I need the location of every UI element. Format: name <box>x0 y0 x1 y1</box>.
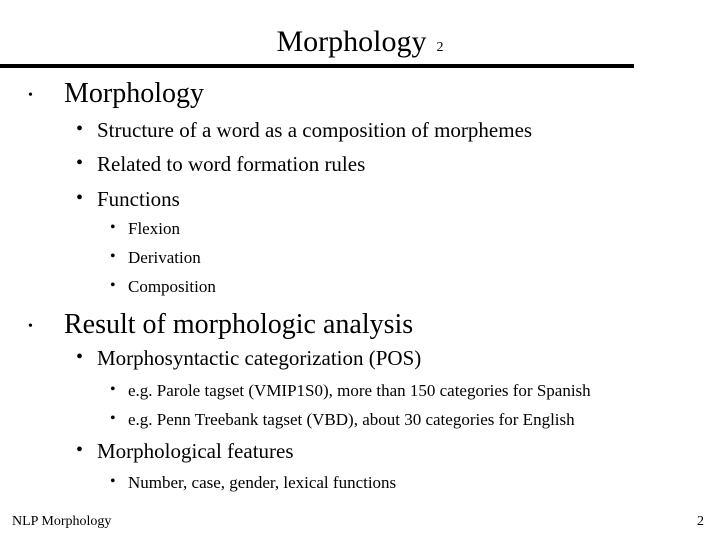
bullet-text: Structure of a word as a composition of morphemes <box>97 118 533 142</box>
bullet-text: Flexion <box>128 219 180 238</box>
bullet-dot: • <box>110 277 116 294</box>
bullet-dot: • <box>110 473 116 490</box>
slide-title-number: 2 <box>436 40 444 55</box>
bullet-text: Number, case, gender, lexical functions <box>128 473 397 492</box>
bullet-dot: • <box>110 381 116 398</box>
bullet-dot: • <box>76 118 84 140</box>
bullet-text: Morphology <box>64 78 204 109</box>
bullet-dot: • <box>76 346 84 368</box>
bullet-dot: • <box>110 410 116 427</box>
bullet-text: Related to word formation rules <box>97 152 366 176</box>
title-underline <box>0 64 634 68</box>
slide-title-text: Morphology <box>276 25 427 58</box>
footer-label: NLP Morphology <box>12 514 112 529</box>
bullet-dot: • <box>76 439 84 461</box>
bullet-dot: • <box>76 152 84 174</box>
bullet-dot: • <box>110 219 116 236</box>
bullet-dot: • <box>28 88 33 103</box>
bullet-text: Derivation <box>128 248 201 267</box>
bullet-dot: • <box>76 187 84 209</box>
bullet-text: Morphosyntactic categorization (POS) <box>97 346 422 370</box>
page-number: 2 <box>697 514 704 529</box>
slide-title <box>0 24 720 66</box>
bullet-text: Morphological features <box>97 439 294 463</box>
bullet-text: e.g. Penn Treebank tagset (VBD), about 30 categories for English <box>128 410 575 429</box>
bullet-text: e.g. Parole tagset (VMIP1S0), more than 150 categories for Spanish <box>128 381 591 400</box>
bullet-text: Result of morphologic analysis <box>64 309 414 340</box>
bullet-text: Composition <box>128 277 216 296</box>
bullet-dot: • <box>28 319 33 334</box>
bullet-dot: • <box>110 248 116 265</box>
bullet-text: Functions <box>97 187 180 211</box>
